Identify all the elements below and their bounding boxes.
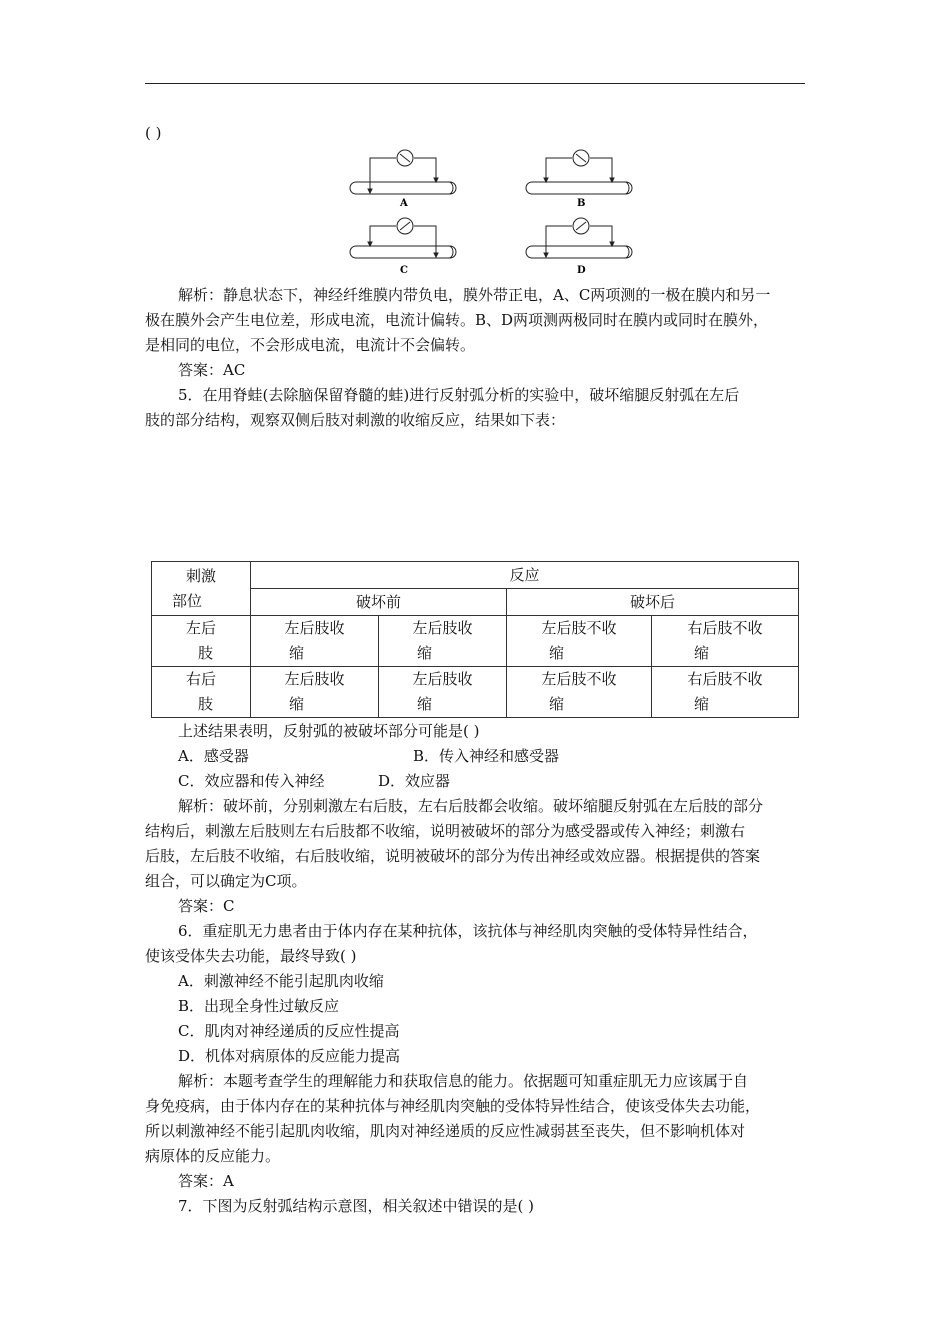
table-row-header: 左后 肢 <box>152 616 251 667</box>
table-cell: 左后肢收 缩 <box>379 667 507 718</box>
table-row <box>152 616 799 667</box>
table-cell: 左后肢不收 缩 <box>507 616 652 667</box>
q6-analysis-line-4: 病原体的反应能力。 <box>145 1147 281 1165</box>
q5-option-c: C．效应器和传入神经 <box>178 772 325 790</box>
diagram-c <box>350 218 456 258</box>
q5-analysis-line-3: 后肢，左后肢不收缩，右后肢收缩，说明被破坏的部分为传出神经或效应器。根据提供的答案 <box>145 847 761 865</box>
table-cell: 左后肢收 缩 <box>379 616 507 667</box>
q4-paren: ( ) <box>145 124 162 142</box>
q6-option-c: C．肌肉对神经递质的反应性提高 <box>178 1022 400 1040</box>
q7-stem: 7．下图为反射弧结构示意图，相关叙述中错误的是( ) <box>178 1197 535 1215</box>
table-cell: 右后肢不收 缩 <box>652 667 799 718</box>
q5-answer: 答案：C <box>178 897 235 915</box>
q6-stem-line-1: 6．重症肌无力患者由于体内存在某种抗体，该抗体与神经肌肉突触的受体特异性结合， <box>178 922 758 940</box>
q4-analysis-line-2: 极在膜外会产生电位差，形成电流，电流计偏转。B、D两项测两极同时在膜内或同时在膜外， <box>145 311 769 329</box>
q5-option-b: B．传入神经和感受器 <box>413 747 560 765</box>
diagram-label-b: B <box>577 198 586 209</box>
q6-analysis-line-1: 解析：本题考查学生的理解能力和获取信息的能力。依据题可知重症肌无力应该属于自 <box>178 1072 749 1090</box>
diagram-label-d: D <box>577 265 586 276</box>
diagram-label-a: A <box>400 198 408 209</box>
diagram-b <box>526 150 632 194</box>
table-corner-cell: 刺激 部位 <box>152 562 251 616</box>
q6-analysis-line-2: 身免疫病，由于体内存在的某种抗体与神经肌肉突触的受体特异性结合，使该受体失去功能， <box>145 1097 761 1115</box>
q5-question: 上述结果表明，反射弧的被破坏部分可能是( ) <box>178 722 480 740</box>
q5-analysis-line-1: 解析：破坏前，分别刺激左右后肢，左右后肢都会收缩。破坏缩腿反射弧在左后肢的部分 <box>178 797 764 815</box>
diagram-label-c: C <box>400 265 408 276</box>
table-cell: 右后肢不收 缩 <box>652 616 799 667</box>
q6-analysis-line-3: 所以刺激神经不能引起肌肉收缩，肌肉对神经递质的反应性减弱甚至丧失，但不影响机体对 <box>145 1122 746 1140</box>
q6-stem-line-2: 使该受体失去功能，最终导致( ) <box>145 947 357 965</box>
results-table <box>151 561 799 718</box>
table-cell: 左后肢不收 缩 <box>507 667 652 718</box>
q5-option-a: A．感受器 <box>178 747 249 765</box>
q4-answer: 答案：AC <box>178 361 246 379</box>
table-header-before: 破坏前 <box>251 589 507 616</box>
q6-option-d: D．机体对病原体的反应能力提高 <box>178 1047 401 1065</box>
q5-stem-line-1: 5．在用脊蛙(去除脑保留脊髓的蛙)进行反射弧分析的实验中，破坏缩腿反射弧在左后 <box>178 386 740 404</box>
table-cell: 左后肢收 缩 <box>251 667 379 718</box>
q6-option-b: B．出现全身性过敏反应 <box>178 997 340 1015</box>
table-cell: 左后肢收 缩 <box>251 616 379 667</box>
q4-analysis-line-3: 是相同的电位，不会形成电流，电流计不会偏转。 <box>145 336 476 354</box>
q5-analysis-line-4: 组合，可以确定为C项。 <box>145 872 307 890</box>
table-row-header: 右后 肢 <box>152 667 251 718</box>
diagram-d <box>526 218 632 258</box>
q5-option-d: D．效应器 <box>378 772 451 790</box>
q6-answer: 答案：A <box>178 1172 234 1190</box>
table-row <box>152 667 799 718</box>
table-header-reaction: 反应 <box>251 562 799 589</box>
q4-analysis-line-1: 解析：静息状态下，神经纤维膜内带负电，膜外带正电，A、C两项测的一极在膜内和另一 <box>178 286 771 304</box>
q6-option-a: A．刺激神经不能引起肌肉收缩 <box>178 972 384 990</box>
q5-stem-line-2: 肢的部分结构，观察双侧后肢对刺激的收缩反应，结果如下表： <box>145 411 566 429</box>
table-header-after: 破坏后 <box>507 589 799 616</box>
diagram-a <box>350 150 456 194</box>
galvanometer-diagrams <box>340 142 640 282</box>
header-rule <box>145 83 805 84</box>
q5-analysis-line-2: 结构后，刺激左后肢则左右后肢都不收缩，说明被破坏的部分为感受器或传入神经；刺激右 <box>145 822 746 840</box>
